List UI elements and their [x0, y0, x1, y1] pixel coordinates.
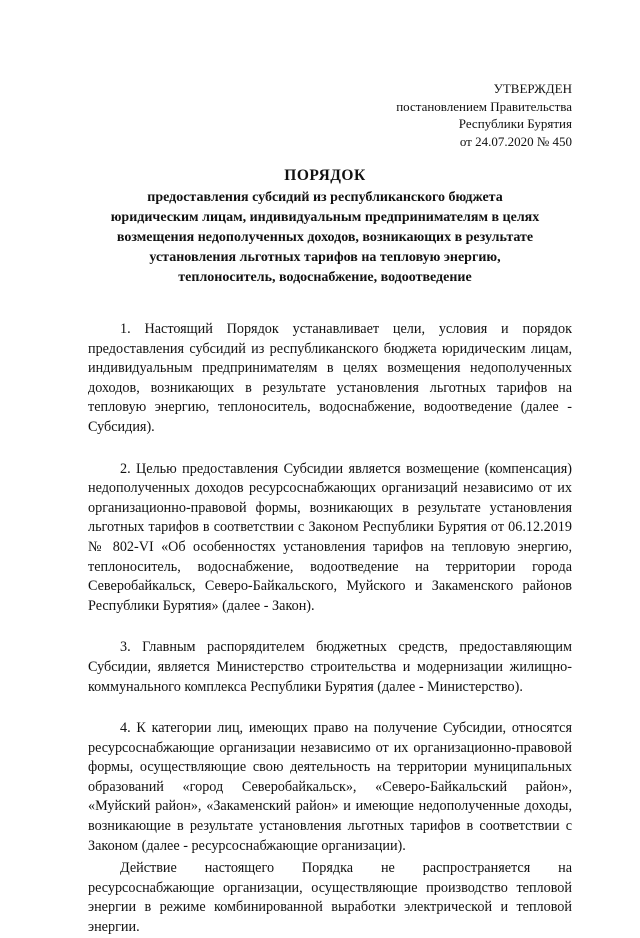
title-subtitle-line: юридическим лицам, индивидуальным предпринимателям в целях	[110, 210, 540, 225]
paragraph-4: 4. К категории лиц, имеющих право на получение Субсидии, относятся ресурсоснабжающие организации независимо от их организационно-правовой формы, осуществляющие свою деятельность на территории муниципальных образований «город Северобайкальск», «Северо-Байкальский район», «Муйский район», «Закаменский район» и имеющие недополученные доходы, возникающие в результате установления льготных тарифов в соответствии с Законом (далее - ресурсоснабжающие организации).	[88, 720, 572, 854]
paragraph-4-note: Действие настоящего Порядка не распространяется на ресурсоснабжающие организации, осуществляющие производство тепловой энергии в режиме комбинированной выработки электрической и тепловой энергии.	[88, 860, 572, 936]
approval-heading: УТВЕРЖДЕН	[493, 81, 572, 96]
paragraph-3: 3. Главным распорядителем бюджетных средств, предоставляющим Субсидии, является Министерство строительства и модернизации жилищно-коммунального комплекса Республики Бурятия (далее - Министерство).	[88, 639, 572, 695]
title-subtitle-line: возмещения недополученных доходов, возникающих в результате	[116, 230, 534, 245]
title-subtitle-line: установления льготных тарифов на тепловую энергию,	[149, 250, 501, 265]
title-subtitle-line: теплоноситель, водоснабжение, водоотведение	[178, 270, 472, 285]
paragraph-2: 2. Целью предоставления Субсидии является возмещение (компенсация) недополученных доходов ресурсоснабжающих организаций независимо от их организационно-правовой формы, возникающих в результате установления льготных тарифов в соответствии с Законом Республики Бурятия от 06.12.2019 № 802-VI «Об особенностях установления тарифов на тепловую энергию, теплоноситель, водоснабжение, водоотведение на территории города Северобайкальск, Северо-Байкальского, Муйского и Закаменского районов Республики Бурятия» (далее - Закон).	[88, 460, 572, 614]
document-body	[88, 320, 572, 938]
approval-republic: Республики Бурятия	[458, 116, 572, 131]
approval-date-number: от 24.07.2020 № 450	[459, 133, 572, 149]
approval-resolution: постановлением Правительства	[396, 98, 572, 114]
title-subtitle-line: предоставления субсидий из республиканского бюджета	[147, 190, 503, 205]
title-main: ПОРЯДОК	[284, 167, 366, 184]
title-subtitle	[92, 188, 558, 288]
paragraph-1: 1. Настоящий Порядок устанавливает цели, условия и порядок предоставления субсидий из республиканского бюджета юридическим лицам, индивидуальным предпринимателям в целях возмещения недополученных доходов, возникающих в результате установления льготных тарифов на тепловую энергию, теплоноситель, водоснабжение, водоотведение (далее - Субсидия).	[88, 321, 572, 435]
document-title	[92, 166, 558, 288]
approval-stamp	[396, 80, 572, 150]
